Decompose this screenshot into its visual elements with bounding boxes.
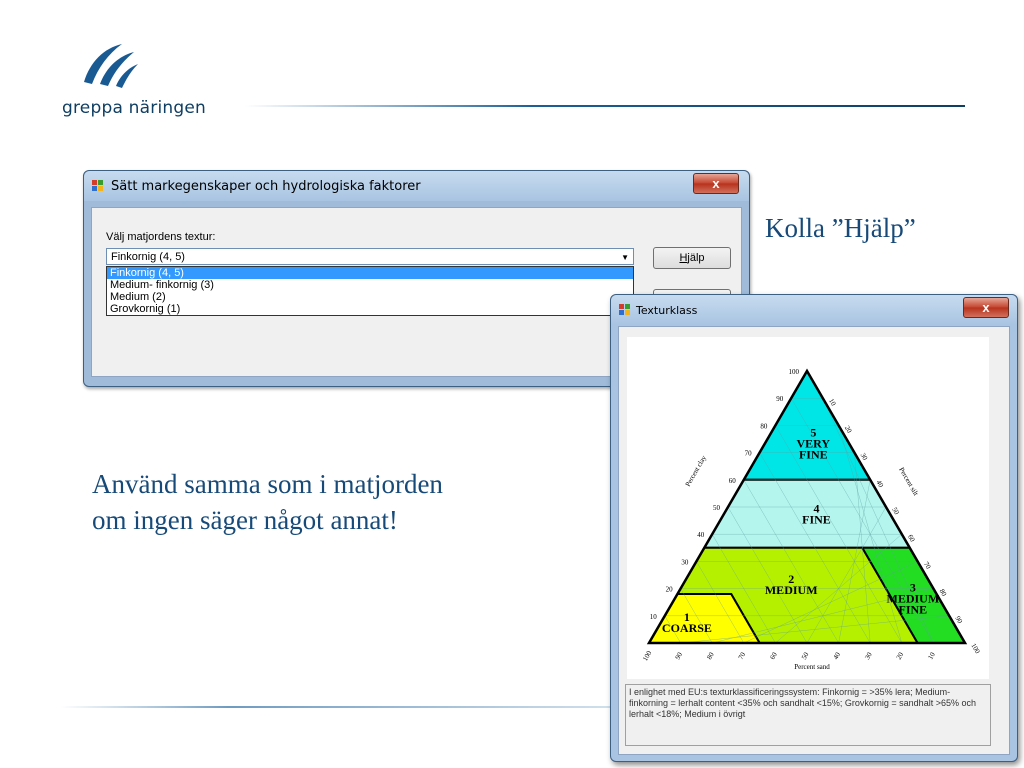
tick-label-silt: 90 (953, 614, 964, 625)
tick-label-silt: 20 (842, 424, 854, 435)
tick-label-silt: 10 (827, 397, 838, 408)
footer-divider (60, 706, 620, 708)
tick-label-sand: 50 (800, 650, 811, 662)
tick-label-clay: 80 (760, 422, 768, 431)
texture-triangle (627, 337, 989, 679)
tick-label-silt: 30 (858, 451, 870, 462)
region-label-fine: FINE (802, 512, 831, 527)
dialog2-titlebar[interactable] (611, 295, 1017, 325)
tick-label-clay: 50 (713, 504, 720, 512)
tick-label-sand: 80 (705, 650, 716, 662)
app-icon (92, 180, 105, 193)
tick-label-clay: 100 (788, 368, 799, 376)
region-label-coarse: 1 (683, 610, 690, 625)
tick-label-clay: 10 (649, 612, 657, 621)
dropdown-option[interactable]: Finkornig (4, 5) (107, 267, 633, 279)
tick-label-sand: 60 (768, 650, 779, 662)
dialog2-client (618, 326, 1010, 755)
texturklass-dialog (610, 294, 1018, 762)
tick-label-sand: 30 (863, 650, 874, 662)
region-label-coarse: COARSE (661, 621, 712, 636)
dialog2-close-button[interactable]: x (963, 297, 1009, 318)
anvand-text (92, 466, 562, 538)
kolla-hjalp-text: Kolla ”Hjälp” (765, 213, 916, 243)
combo-value: Finkornig (4, 5) (111, 251, 185, 263)
region-label-very-fine: FINE (798, 447, 828, 462)
tick-label-sand: 10 (926, 650, 937, 662)
dialog1-titlebar[interactable] (84, 171, 749, 201)
app-icon (619, 304, 632, 317)
tick-label-sand: 100 (641, 649, 654, 663)
tick-label-silt: 80 (937, 587, 949, 598)
region-label-medium-fine: 3 (909, 580, 916, 595)
tick-label-silt: 50 (890, 506, 901, 517)
tick-label-clay: 60 (728, 476, 736, 485)
tick-label-clay: 70 (744, 449, 752, 458)
region-label-fine: 4 (813, 501, 820, 516)
region-label-medium: 2 (788, 572, 795, 587)
logo-text: greppa näringen (62, 98, 206, 118)
tick-label-silt: 70 (921, 560, 933, 571)
tick-label-silt: 100 (969, 642, 982, 656)
region-label-medium-fine: FINE (898, 602, 928, 617)
tick-label-clay: 40 (697, 531, 705, 540)
chevron-down-icon[interactable]: ▼ (621, 253, 629, 262)
axis-label-clay: Percent clay (683, 454, 708, 488)
tick-label-sand: 40 (831, 650, 843, 662)
anvand-line-1: Använd samma som i matjorden (92, 469, 443, 499)
region-label-very-fine: VERY (796, 436, 831, 451)
tick-label-sand: 20 (894, 650, 906, 662)
texture-dropdown-list (106, 266, 634, 316)
tick-label-sand: 90 (673, 650, 685, 662)
dialog2-title: Texturklass (636, 304, 698, 317)
tick-label-clay: 90 (776, 395, 784, 404)
region-label-very-fine: 5 (810, 425, 817, 440)
header-divider (245, 105, 965, 107)
texture-label: Välj matjordens textur: (106, 231, 216, 243)
axis-label-silt: Percent silt (897, 466, 920, 498)
texture-triangle-panel (627, 337, 989, 679)
dropdown-option[interactable]: Medium- finkornig (3) (110, 279, 214, 291)
region-label-medium: MEDIUM (764, 583, 818, 598)
anvand-line-2: om ingen säger något annat! (92, 505, 398, 535)
dropdown-option[interactable]: Grovkornig (1) (110, 303, 181, 315)
tick-label-silt: 60 (906, 533, 917, 544)
region-label-medium-fine: MEDIUM (886, 591, 940, 606)
dropdown-option[interactable]: Medium (2) (110, 291, 166, 303)
logo (62, 40, 242, 120)
texture-description: I enlighet med EU:s texturklassificeringssystem: Finkornig = >35% lera; Medium-finkorning = lerhalt content <35% och sandhalt <15%; Grovkornig = sandhalt >65% och lerhalt <18%; Medium i övrigt (625, 684, 991, 746)
dialog1-close-button[interactable]: x (693, 173, 739, 194)
tick-label-sand: 70 (736, 650, 748, 662)
logo-mark-icon (74, 40, 154, 96)
help-button[interactable]: Hjälp (653, 247, 731, 269)
axis-label-sand: Percent sand (794, 663, 830, 671)
dialog1-title: Sätt markegenskaper och hydrologiska faktorer (111, 179, 421, 194)
texture-combobox[interactable] (106, 248, 634, 265)
tick-label-clay: 30 (681, 558, 689, 567)
tick-label-clay: 20 (665, 585, 673, 594)
tick-label-silt: 40 (874, 478, 885, 489)
